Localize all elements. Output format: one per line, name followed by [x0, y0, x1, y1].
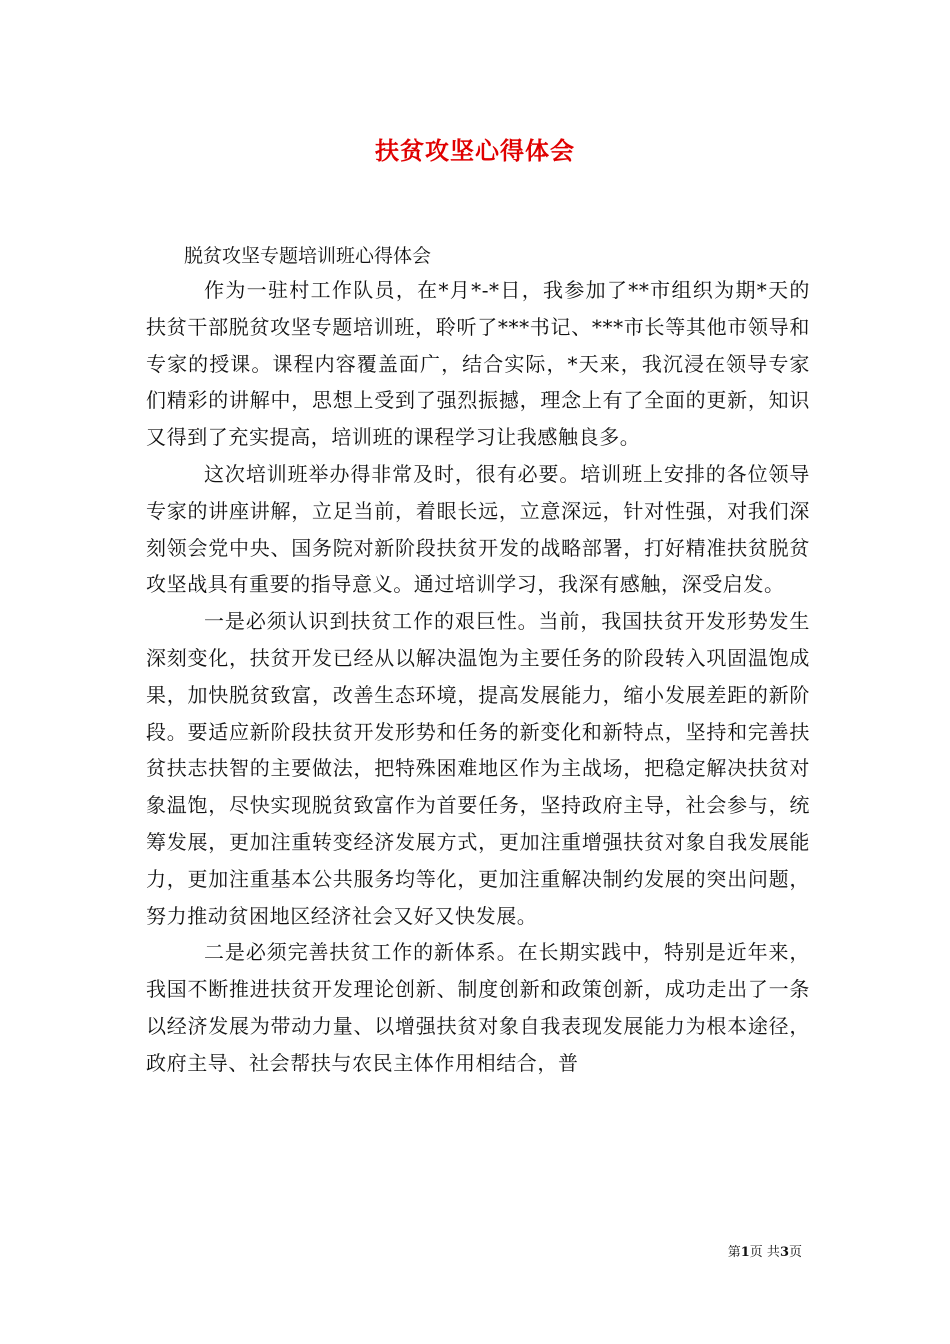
body-paragraph: 一是必须认识到扶贫工作的艰巨性。当前，我国扶贫开发形势发生深刻变化，扶贫开发已经从以解决温饱为主要任务的阶段转入巩固温饱成果，加快脱贫致富，改善生态环境，提高发展能力，缩小发展差距的新阶段。要适应新阶段扶贫开发形势和任务的新变化和新特点，坚持和完善扶贫扶志扶智的主要做法，把特殊困难地区作为主战场，把稳定解决扶贫对象温饱，尽快实现脱贫致富作为首要任务，坚持政府主导，社会参与，统筹发展，更加注重转变经济发展方式，更加注重增强扶贫对象自我发展能力，更加注重基本公共服务均等化，更加注重解决制约发展的突出问题，努力推动贫困地区经济社会又好又快发展。	[146, 609, 810, 928]
footer-suffix: 页	[788, 1245, 802, 1260]
footer-prefix: 第	[727, 1245, 741, 1260]
body-paragraph: 这次培训班举办得非常及时，很有必要。培训班上安排的各位领导专家的讲座讲解，立足当前，着眼长远，立意深远，针对性强，对我们深刻领会党中央、国务院对新阶段扶贫开发的战略部署，打好精准扶贫脱贫攻坚战具有重要的指导意义。通过培训学习，我深有感触，深受启发。	[146, 461, 810, 597]
page-number-footer	[728, 1243, 802, 1263]
footer-middle: 页 共	[749, 1245, 780, 1260]
total-pages-number: 3	[779, 1245, 789, 1260]
document-title: 扶贫攻坚心得体会	[375, 136, 575, 165]
document-body	[146, 272, 810, 1082]
current-page-number: 1	[740, 1245, 750, 1260]
body-paragraph: 二是必须完善扶贫工作的新体系。在长期实践中，特别是近年来，我国不断推进扶贫开发理论创新、制度创新和政策创新，成功走出了一条以经济发展为带动力量、以增强扶贫对象自我表现发展能力为根本途径，政府主导、社会帮扶与农民主体作用相结合，普	[146, 940, 810, 1075]
body-paragraph: 作为一驻村工作队员，在*月*-*日，我参加了**市组织为期*天的扶贫干部脱贫攻坚专题培训班，聆听了***书记、***市长等其他市领导和专家的授课。课程内容覆盖面广，结合实际，*天来，我沉浸在领导专家们精彩的讲解中，思想上受到了强烈振撼，理念上有了全面的更新，知识又得到了充实提高，培训班的课程学习让我感触良多。	[146, 278, 810, 450]
document-subtitle: 脱贫攻坚专题培训班心得体会	[184, 245, 432, 267]
